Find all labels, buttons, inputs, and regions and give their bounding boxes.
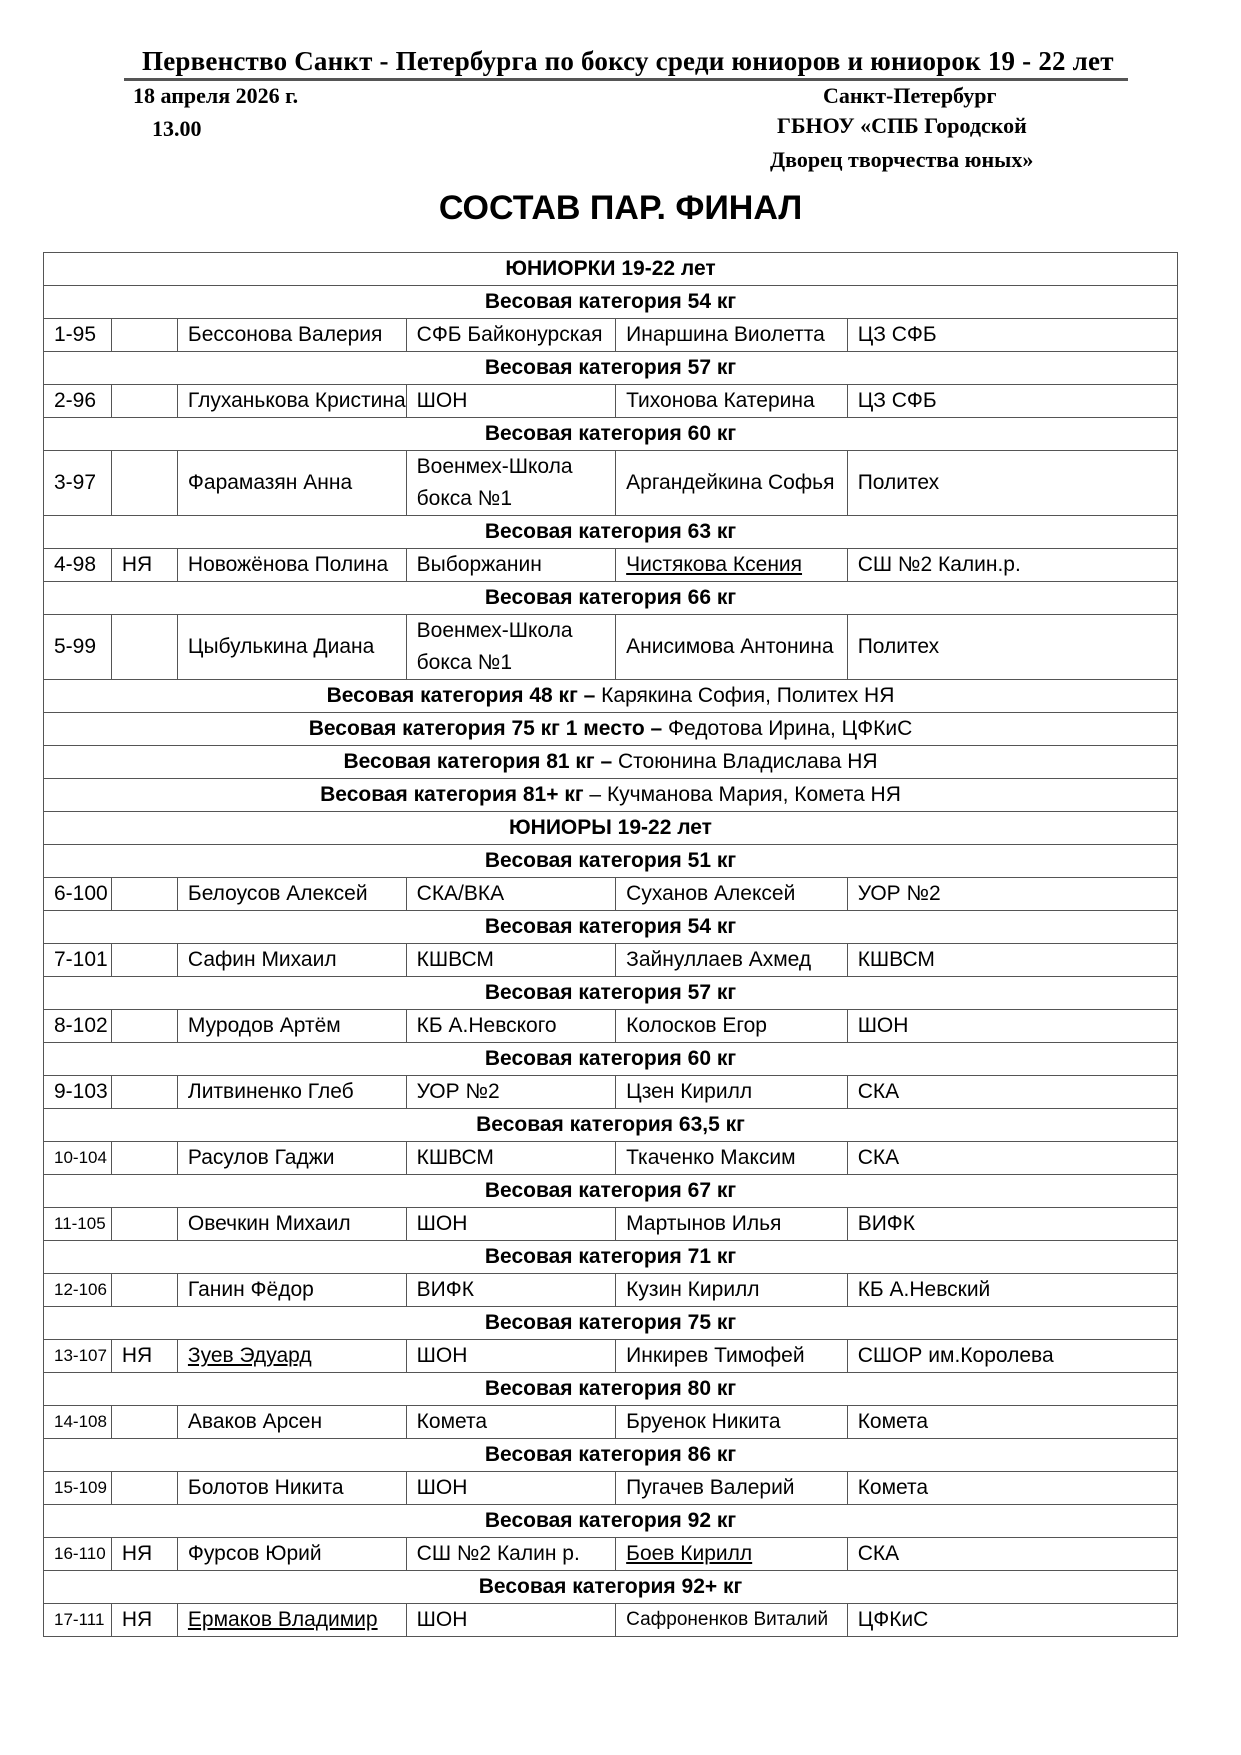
bout-number: 13-107 bbox=[44, 1340, 112, 1373]
bout-row bbox=[44, 1538, 1178, 1571]
note-text: Стоюнина Владислава НЯ bbox=[612, 749, 878, 773]
red-corner-boxer: Литвиненко Глеб bbox=[177, 1076, 406, 1109]
blue-corner-boxer: Зайнуллаев Ахмед bbox=[616, 944, 848, 977]
blue-corner-club: ЦЗ СФБ bbox=[847, 385, 1177, 418]
blue-corner-boxer: Чистякова Ксения bbox=[616, 549, 848, 582]
bout-mark bbox=[111, 1406, 177, 1439]
red-corner-boxer: Муродов Артём bbox=[177, 1010, 406, 1043]
red-corner-club: СКА/ВКА bbox=[406, 878, 616, 911]
weight-category-header: Весовая категория 63 кг bbox=[44, 516, 1178, 549]
blue-corner-club: ВИФК bbox=[847, 1208, 1177, 1241]
bout-mark bbox=[111, 1076, 177, 1109]
weight-category-header: Весовая категория 66 кг bbox=[44, 582, 1178, 615]
bout-number: 10-104 bbox=[44, 1142, 112, 1175]
bout-mark bbox=[111, 878, 177, 911]
red-corner-club: ВИФК bbox=[406, 1274, 616, 1307]
bout-row bbox=[44, 1142, 1178, 1175]
bout-mark bbox=[111, 319, 177, 352]
blue-corner-boxer: Анисимова Антонина bbox=[616, 615, 848, 680]
red-corner-boxer: Болотов Никита bbox=[177, 1472, 406, 1505]
bout-number: 1-95 bbox=[44, 319, 112, 352]
blue-corner-boxer: Ткаченко Максим bbox=[616, 1142, 848, 1175]
bout-mark: НЯ bbox=[111, 1538, 177, 1571]
note-text: Федотова Ирина, ЦФКиС bbox=[662, 716, 913, 740]
red-corner-club: ШОН bbox=[406, 1472, 616, 1505]
red-corner-boxer: Овечкин Михаил bbox=[177, 1208, 406, 1241]
note-label: Весовая категория 48 кг – bbox=[326, 683, 596, 707]
bout-mark bbox=[111, 944, 177, 977]
note-label: Весовая категория 75 кг 1 место – bbox=[308, 716, 663, 740]
bout-mark bbox=[111, 1274, 177, 1307]
weight-category-header: Весовая категория 54 кг bbox=[44, 286, 1178, 319]
weight-category-header: Весовая категория 92 кг bbox=[44, 1505, 1178, 1538]
bout-row bbox=[44, 1076, 1178, 1109]
bout-mark bbox=[111, 451, 177, 516]
bout-row bbox=[44, 1208, 1178, 1241]
red-corner-boxer: Белоусов Алексей bbox=[177, 878, 406, 911]
bout-number: 7-101 bbox=[44, 944, 112, 977]
bout-number: 14-108 bbox=[44, 1406, 112, 1439]
category-note bbox=[44, 680, 1178, 713]
blue-corner-club: СКА bbox=[847, 1076, 1177, 1109]
bout-number: 6-100 bbox=[44, 878, 112, 911]
blue-corner-boxer: Инкирев Тимофей bbox=[616, 1340, 848, 1373]
blue-corner-boxer: Инаршина Виолетта bbox=[616, 319, 848, 352]
category-note bbox=[44, 779, 1178, 812]
bout-mark bbox=[111, 1208, 177, 1241]
event-time: 13.00 bbox=[152, 116, 202, 141]
bout-number: 16-110 bbox=[44, 1538, 112, 1571]
category-note bbox=[44, 713, 1178, 746]
blue-corner-club: Политех bbox=[847, 615, 1177, 680]
blue-corner-boxer: Тихонова Катерина bbox=[616, 385, 848, 418]
red-corner-club: КШВСМ bbox=[406, 944, 616, 977]
bout-mark bbox=[111, 1472, 177, 1505]
red-corner-club: СФБ Байконурская bbox=[406, 319, 616, 352]
final-pairs-table bbox=[43, 252, 1178, 1637]
venue-line-1: ГБНОУ «СПБ Городской bbox=[777, 113, 1027, 138]
blue-corner-club: Политех bbox=[847, 451, 1177, 516]
red-corner-club: Комета bbox=[406, 1406, 616, 1439]
bout-mark bbox=[111, 1010, 177, 1043]
blue-corner-club: УОР №2 bbox=[847, 878, 1177, 911]
blue-corner-boxer: Колосков Егор bbox=[616, 1010, 848, 1043]
red-corner-club: ШОН bbox=[406, 385, 616, 418]
bout-row bbox=[44, 385, 1178, 418]
bout-row bbox=[44, 451, 1178, 516]
bout-row bbox=[44, 1340, 1178, 1373]
weight-category-header: Весовая категория 60 кг bbox=[44, 418, 1178, 451]
red-corner-club: ШОН bbox=[406, 1604, 616, 1637]
blue-corner-boxer: Аргандейкина Софья bbox=[616, 451, 848, 516]
bout-number: 17-111 bbox=[44, 1604, 112, 1637]
bout-number: 4-98 bbox=[44, 549, 112, 582]
red-corner-boxer: Бессонова Валерия bbox=[177, 319, 406, 352]
header-rule bbox=[124, 78, 1128, 81]
blue-corner-boxer: Бруенок Никита bbox=[616, 1406, 848, 1439]
weight-category-header: Весовая категория 63,5 кг bbox=[44, 1109, 1178, 1142]
blue-corner-boxer: Пугачев Валерий bbox=[616, 1472, 848, 1505]
red-corner-boxer: Фарамазян Анна bbox=[177, 451, 406, 516]
weight-category-header: Весовая категория 86 кг bbox=[44, 1439, 1178, 1472]
red-corner-club: КБ А.Невского bbox=[406, 1010, 616, 1043]
red-corner-club: УОР №2 bbox=[406, 1076, 616, 1109]
bout-mark bbox=[111, 615, 177, 680]
bout-row bbox=[44, 1472, 1178, 1505]
bout-number: 11-105 bbox=[44, 1208, 112, 1241]
weight-category-header: Весовая категория 54 кг bbox=[44, 911, 1178, 944]
bout-row bbox=[44, 1406, 1178, 1439]
bout-mark bbox=[111, 1142, 177, 1175]
weight-category-header: Весовая категория 80 кг bbox=[44, 1373, 1178, 1406]
bout-number: 12-106 bbox=[44, 1274, 112, 1307]
weight-category-header: Весовая категория 75 кг bbox=[44, 1307, 1178, 1340]
bout-number: 5-99 bbox=[44, 615, 112, 680]
bout-row bbox=[44, 878, 1178, 911]
blue-corner-boxer: Мартынов Илья bbox=[616, 1208, 848, 1241]
venue-line-2: Дворец творчества юных» bbox=[770, 147, 1034, 172]
red-corner-club: Выборжанин bbox=[406, 549, 616, 582]
red-corner-boxer: Фурсов Юрий bbox=[177, 1538, 406, 1571]
blue-corner-club: СКА bbox=[847, 1538, 1177, 1571]
weight-category-header: Весовая категория 71 кг bbox=[44, 1241, 1178, 1274]
bout-row bbox=[44, 615, 1178, 680]
bout-row bbox=[44, 549, 1178, 582]
blue-corner-club: ЦЗ СФБ bbox=[847, 319, 1177, 352]
red-corner-club: ШОН bbox=[406, 1208, 616, 1241]
blue-corner-club: КБ А.Невский bbox=[847, 1274, 1177, 1307]
bout-number: 3-97 bbox=[44, 451, 112, 516]
red-corner-boxer: Ермаков Владимир bbox=[177, 1604, 406, 1637]
bout-number: 8-102 bbox=[44, 1010, 112, 1043]
weight-category-header: Весовая категория 92+ кг bbox=[44, 1571, 1178, 1604]
blue-corner-boxer: Суханов Алексей bbox=[616, 878, 848, 911]
weight-category-header: Весовая категория 51 кг bbox=[44, 845, 1178, 878]
event-date: 18 апреля 2026 г. bbox=[133, 83, 299, 108]
red-corner-boxer: Расулов Гаджи bbox=[177, 1142, 406, 1175]
blue-corner-club: ШОН bbox=[847, 1010, 1177, 1043]
section-title-women: ЮНИОРКИ 19-22 лет bbox=[44, 253, 1178, 286]
blue-corner-boxer: Боев Кирилл bbox=[616, 1538, 848, 1571]
red-corner-boxer: Ганин Фёдор bbox=[177, 1274, 406, 1307]
bout-mark bbox=[111, 385, 177, 418]
championship-title: Первенство Санкт - Петербурга по боксу среди юниоров и юниорок 19 - 22 лет bbox=[142, 46, 1114, 76]
bout-number: 15-109 bbox=[44, 1472, 112, 1505]
blue-corner-club: Комета bbox=[847, 1472, 1177, 1505]
weight-category-header: Весовая категория 57 кг bbox=[44, 977, 1178, 1010]
bout-row bbox=[44, 1274, 1178, 1307]
note-text: Карякина София, Политех НЯ bbox=[595, 683, 895, 707]
bout-mark: НЯ bbox=[111, 1340, 177, 1373]
section-title-men: ЮНИОРЫ 19-22 лет bbox=[44, 812, 1178, 845]
red-corner-boxer: Глуханькова Кристина bbox=[177, 385, 406, 418]
bout-number: 9-103 bbox=[44, 1076, 112, 1109]
event-city: Санкт-Петербург bbox=[823, 83, 997, 108]
bout-mark: НЯ bbox=[111, 549, 177, 582]
red-corner-club: СШ №2 Калин р. bbox=[406, 1538, 616, 1571]
blue-corner-boxer: Кузин Кирилл bbox=[616, 1274, 848, 1307]
blue-corner-club: СКА bbox=[847, 1142, 1177, 1175]
red-corner-club: Военмех-Школа бокса №1 bbox=[406, 615, 616, 680]
red-corner-boxer: Аваков Арсен bbox=[177, 1406, 406, 1439]
blue-corner-club: СШ №2 Калин.р. bbox=[847, 549, 1177, 582]
blue-corner-boxer: Сафроненков Виталий bbox=[616, 1604, 848, 1637]
blue-corner-club: КШВСМ bbox=[847, 944, 1177, 977]
blue-corner-club: СШОР им.Королева bbox=[847, 1340, 1177, 1373]
bout-row bbox=[44, 1604, 1178, 1637]
blue-corner-club: ЦФКиС bbox=[847, 1604, 1177, 1637]
red-corner-club: Военмех-Школа бокса №1 bbox=[406, 451, 616, 516]
bout-mark: НЯ bbox=[111, 1604, 177, 1637]
red-corner-boxer: Сафин Михаил bbox=[177, 944, 406, 977]
page-title: СОСТАВ ПАР. ФИНАЛ bbox=[438, 189, 803, 227]
red-corner-boxer: Зуев Эдуард bbox=[177, 1340, 406, 1373]
bout-row bbox=[44, 944, 1178, 977]
red-corner-club: КШВСМ bbox=[406, 1142, 616, 1175]
note-text: – Кучманова Мария, Комета НЯ bbox=[583, 782, 901, 806]
blue-corner-boxer: Цзен Кирилл bbox=[616, 1076, 848, 1109]
bout-row bbox=[44, 319, 1178, 352]
bout-row bbox=[44, 1010, 1178, 1043]
red-corner-boxer: Цыбулькина Диана bbox=[177, 615, 406, 680]
weight-category-header: Весовая категория 67 кг bbox=[44, 1175, 1178, 1208]
red-corner-club: ШОН bbox=[406, 1340, 616, 1373]
note-label: Весовая категория 81 кг – bbox=[343, 749, 613, 773]
red-corner-boxer: Новожёнова Полина bbox=[177, 549, 406, 582]
weight-category-header: Весовая категория 57 кг bbox=[44, 352, 1178, 385]
category-note bbox=[44, 746, 1178, 779]
weight-category-header: Весовая категория 60 кг bbox=[44, 1043, 1178, 1076]
blue-corner-club: Комета bbox=[847, 1406, 1177, 1439]
note-label: Весовая категория 81+ кг bbox=[320, 782, 584, 806]
bout-number: 2-96 bbox=[44, 385, 112, 418]
